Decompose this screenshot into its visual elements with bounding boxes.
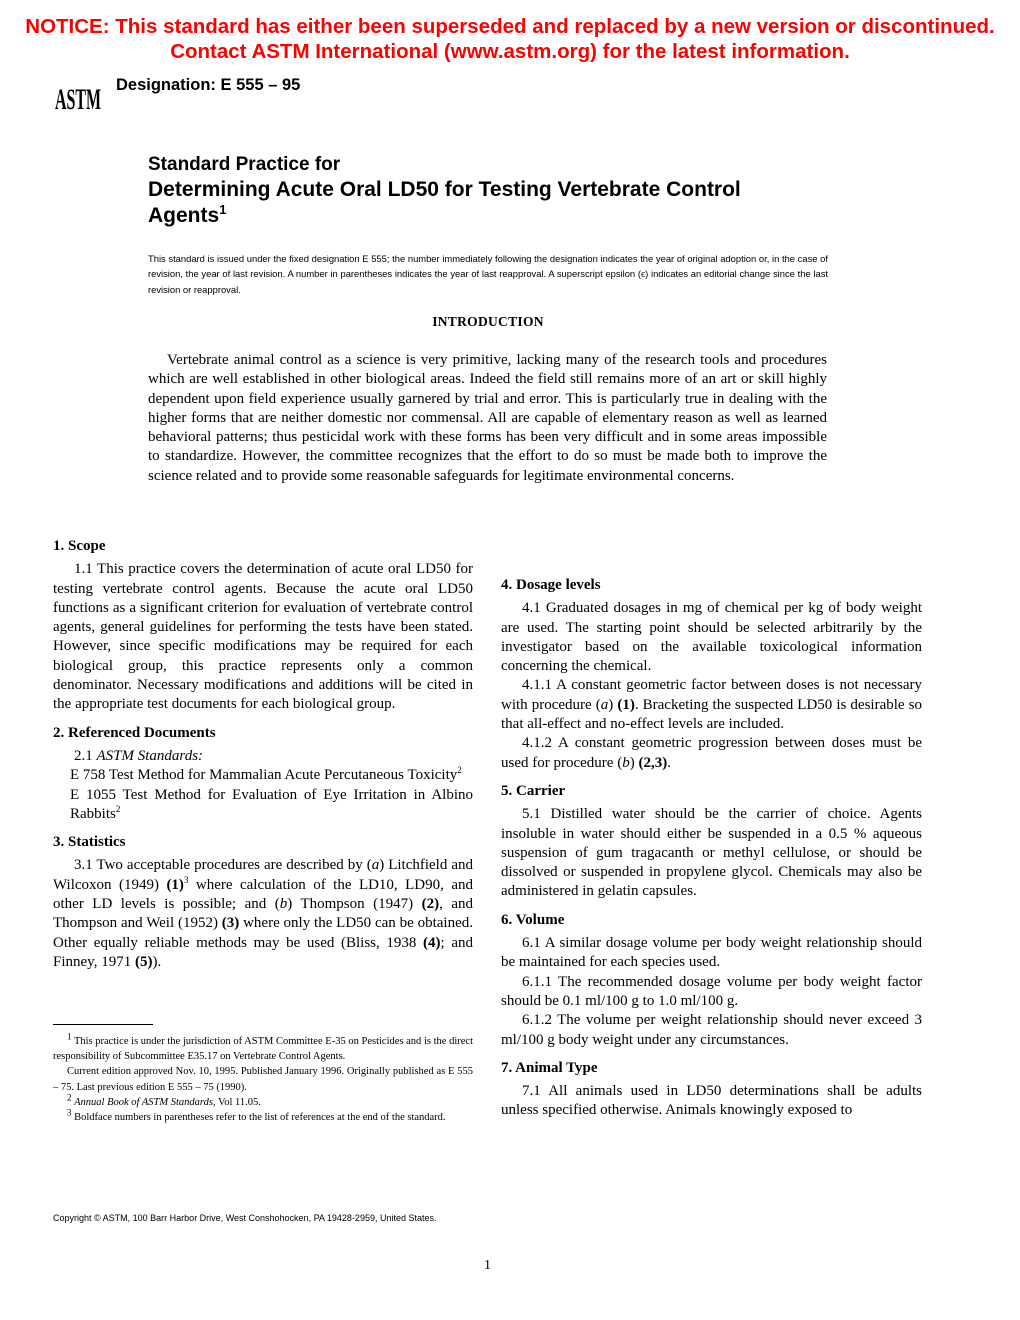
footnote-text: Boldface numbers in parentheses refer to the list of references at the end of the standard.: [71, 1112, 446, 1124]
supersession-notice: [0, 14, 1020, 64]
section-statistics: [53, 833, 473, 972]
referenced-heading: 2. Referenced Documents: [53, 724, 216, 741]
right-column: [501, 576, 922, 1130]
section-dosage: [501, 576, 922, 773]
section-scope: [53, 537, 473, 715]
introduction-body: [148, 351, 827, 486]
footnote-mark: 2: [67, 1092, 72, 1103]
dosage-ref: (1): [617, 696, 635, 713]
statistics-paragraph: [53, 856, 473, 972]
carrier-heading: 5. Carrier: [501, 782, 566, 799]
dosage-text: 4.1.2 A constant geometric progression between doses must be used for procedure (: [501, 735, 922, 771]
notice-line-2: Contact ASTM International (www.astm.org) for the latest information.: [170, 40, 850, 63]
dosage-text: .: [667, 754, 671, 771]
footnote-mark: 3: [67, 1107, 72, 1118]
stat-ref: (1): [166, 876, 184, 893]
carrier-paragraph: 5.1 Distilled water should be the carrier of choice. Agents insoluble in water should either be suspended in a 0.5 % aqueous suspension of gum tragacanth or methyl cellulose, or should be dissolved or suspended in propylene glycol. Chemicals may also be administered in gelatin capsules.: [501, 806, 922, 900]
copyright: Copyright © ASTM, 100 Barr Harbor Drive, West Conshohocken, PA 19428-2959, United States.: [53, 1213, 437, 1223]
dosage-text: . Bracketing the suspected LD50 is desirable so that all-effect and no-effect levels are included.: [501, 696, 922, 733]
stat-text: , and Thompson and Weil (1952): [53, 896, 473, 932]
ref-subsection-number: 2.1: [74, 747, 97, 764]
title-agents: Agents: [148, 204, 220, 227]
stat-text: ) Litchfield and Wilcoxon (1949): [53, 857, 473, 893]
section-carrier: [501, 782, 922, 902]
section-animal-type: [501, 1059, 922, 1121]
footnote-2: [53, 1092, 473, 1110]
reference-e1055: E 1055 Test Method for Evaluation of Eye Irritation in Albino Rabbits: [70, 786, 473, 822]
stat-text: where calculation of the LD10, LD90, and other LD levels is possible; and (: [53, 876, 473, 913]
reference-item: [53, 786, 473, 825]
animal-type-heading: 7. Animal Type: [501, 1059, 598, 1076]
stat-ref: (3): [221, 915, 240, 932]
stat-text: where only the LD50 can be obtained. Other equally reliable methods may be used (Bliss, 1938: [53, 915, 473, 951]
page-number: 1: [484, 1258, 491, 1273]
stat-text: ; and Finney, 1971: [53, 934, 474, 970]
section-volume: [501, 911, 922, 1050]
stat-text: ) Thompson (1947): [287, 896, 422, 913]
footnote-text: , Vol 11.05.: [212, 1096, 261, 1108]
footnote-mark: 1: [67, 1031, 72, 1042]
stat-proc-a: a: [371, 857, 380, 874]
dosage-ref: (2,3): [638, 754, 668, 771]
dosage-text: ): [608, 696, 618, 713]
stat-proc-b: b: [279, 896, 288, 913]
volume-paragraph-2: 6.1.1 The recommended dosage volume per body weight factor should be 0.1 ml/100 g to 1.0 ml/100 g.: [501, 973, 922, 1009]
volume-heading: 6. Volume: [501, 911, 565, 928]
designation: Designation: E 555 – 95: [116, 76, 301, 94]
dosage-heading: 4. Dosage levels: [501, 577, 601, 593]
stat-ref: (2): [421, 896, 440, 913]
title-prefix: Standard Practice for: [148, 154, 341, 175]
logo-lettering: ASTM: [55, 83, 101, 116]
stat-ref: (4): [423, 934, 441, 951]
reference-item: [53, 766, 473, 785]
stat-footnote-mark: 3: [183, 874, 189, 885]
footnotes: [53, 1031, 473, 1125]
animal-type-paragraph: 7.1 All animals used in LD50 determinations shall be adults unless specified otherwise. Animals knowingly exposed to: [501, 1083, 922, 1119]
notice-line-1: NOTICE: This standard has either been superseded and replaced by a new version or discontinued.: [25, 15, 995, 38]
section-referenced-documents: [53, 724, 473, 824]
footnote-divider: [53, 1024, 153, 1025]
volume-paragraph-1: 6.1 A similar dosage volume per body weight relationship should be maintained for each species used.: [501, 935, 922, 971]
dosage-proc-a: a: [600, 696, 609, 713]
dosage-proc-b: b: [622, 754, 630, 771]
document-title: [148, 153, 868, 229]
stat-text: 3.1 Two acceptable procedures are described by (: [74, 857, 372, 874]
reference-e758: E 758 Test Method for Mammalian Acute Percutaneous Toxicity: [70, 767, 458, 784]
scope-heading: 1. Scope: [53, 538, 106, 554]
dosage-text: 4.1.1 A constant geometric factor between doses is not necessary with procedure (: [501, 677, 922, 713]
title-footnote-mark: 1: [219, 202, 227, 217]
stat-text: ).: [152, 953, 162, 970]
introduction-heading: INTRODUCTION: [432, 314, 544, 329]
ref-footnote-mark: 2: [457, 765, 462, 776]
title-main-line: Determining Acute Oral LD50 for Testing Vertebrate Control: [148, 178, 741, 201]
footnote-3: [53, 1107, 473, 1125]
dosage-paragraph-3: [501, 734, 922, 773]
dosage-paragraph-2: [501, 676, 922, 734]
ref-footnote-mark: 2: [115, 803, 121, 814]
left-column: [53, 537, 473, 981]
ref-subsection-title: ASTM Standards:: [96, 747, 204, 764]
astm-logo: [53, 78, 103, 116]
issue-note: This standard is issued under the fixed designation E 555; the number immediately following the designation indicates the year of original adoption or, in the case of revision, the year of last revision. A number in parentheses indicates the year of last reapproval. A superscript epsilon (ϵ) indicates an editorial change since the last revision or reapproval.: [148, 253, 828, 295]
statistics-heading: 3. Statistics: [53, 834, 126, 851]
footnote-1: [53, 1031, 473, 1064]
dosage-paragraph-1: 4.1 Graduated dosages in mg of chemical per kg of body weight are used. The starting point should be selected arbitrarily by the investigator based on the available toxicological information concerning the chemical.: [501, 600, 922, 675]
introduction-paragraph: Vertebrate animal control as a science is very primitive, lacking many of the research tools and procedures which are well established in other biological areas. Indeed the field still remains more of an art or skill highly dependent upon field experience usually garnered by trial and error. This is particularly true in dealing with the higher forms that are neither domestic nor commensal. All are capable of elementary reason as well as learned behavioral patterns; thus pesticidal work with these forms has been very difficult and in some areas impossible to standardize. However, the committee recognizes that the effort to do so must be made both to improve the science related and to provide some reasonable safeguards for legitimate environmental concerns.: [148, 352, 827, 484]
title-main-line-2: [148, 203, 868, 229]
volume-paragraph-3: 6.1.2 The volume per weight relationship should never exceed 3 ml/100 g body weight under any circumstances.: [501, 1012, 922, 1048]
footnote-text: Annual Book of ASTM Standards: [74, 1096, 213, 1108]
scope-paragraph: 1.1 This practice covers the determination of acute oral LD50 for testing vertebrate control agents. Because the acute oral LD50 functions as a significant criterion for evaluation of vertebrate control agents, general guidelines for performing the tests have been stated. However, since specific modifications may be required for each biological group, this practice represents only a common denominator. Necessary modifications and additions will be cited in the appropriate test documents for each biological group.: [53, 561, 473, 713]
dosage-text: ): [629, 754, 639, 771]
footnote-text: This practice is under the jurisdiction of ASTM Committee E-35 on Pesticides and is the direct responsibility of Subcommittee E35.17 on Vertebrate Control Agents.: [53, 1036, 473, 1063]
referenced-subheading: [53, 747, 473, 766]
stat-ref: (5): [134, 953, 153, 970]
footnote-1b: Current edition approved Nov. 10, 1995. Published January 1996. Originally published as E 555 – 75. Last previous edition E 555 – 75 (1990).: [53, 1066, 473, 1093]
